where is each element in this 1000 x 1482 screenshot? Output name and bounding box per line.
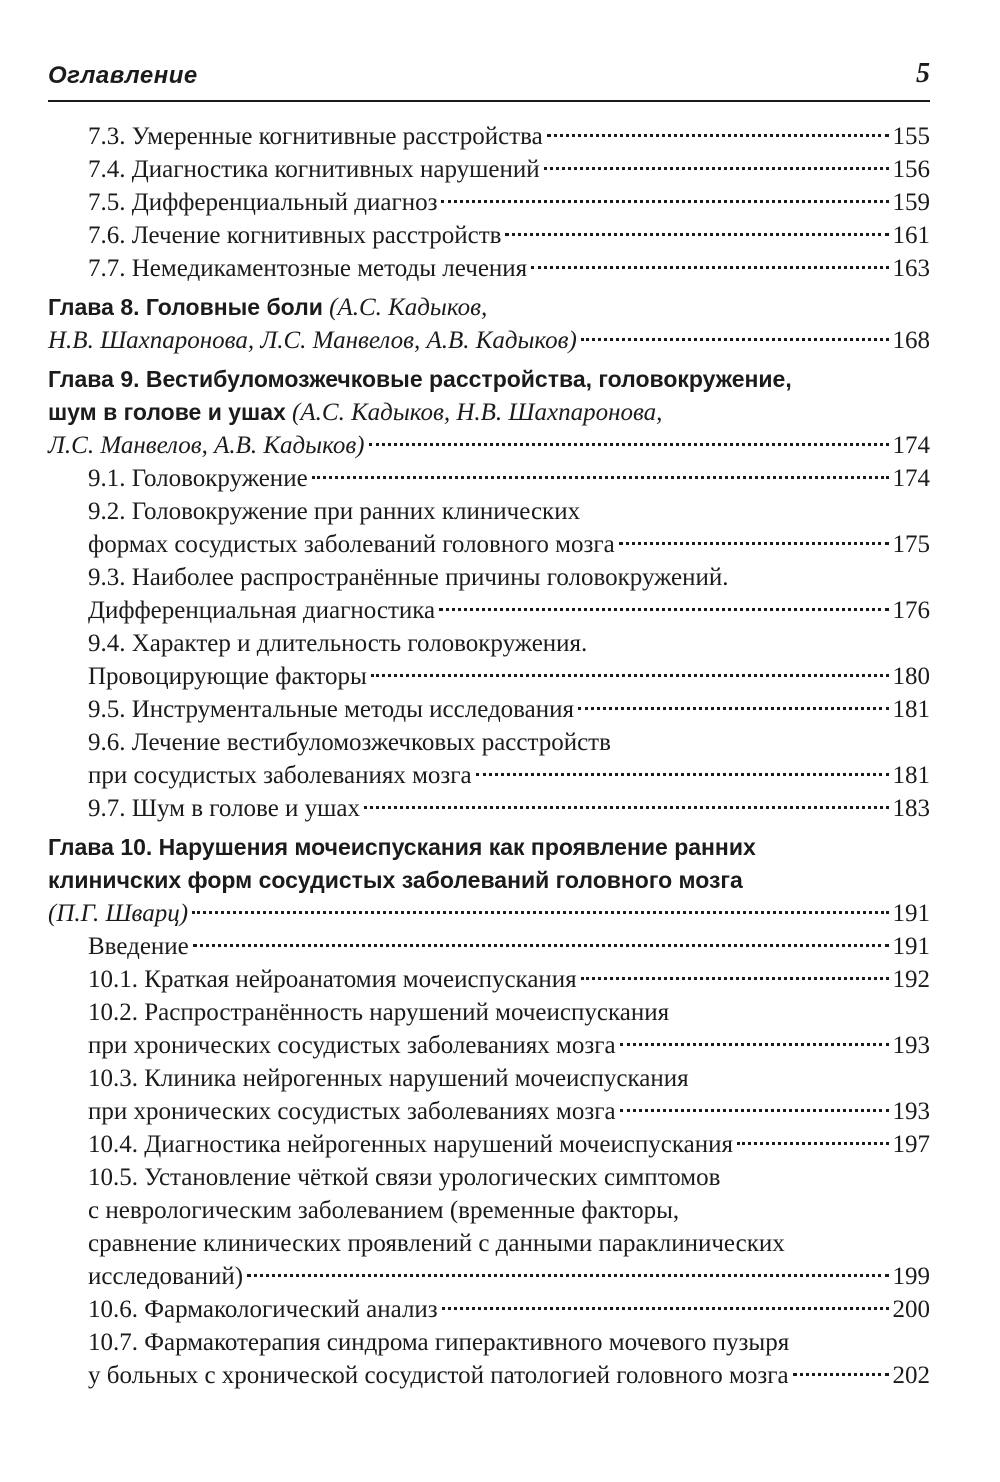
- toc-entry[interactable]: 9.1. Головокружение 174: [88, 465, 930, 492]
- toc-entry[interactable]: (П.Г. Шварц) 191: [48, 900, 930, 927]
- toc-entry[interactable]: Н.В. Шахпаронова, Л.С. Манвелов, А.В. Кадыков) 168: [48, 327, 930, 354]
- toc-entry[interactable]: 10.1. Краткая нейроанатомия мочеиспускания 192: [88, 966, 930, 993]
- toc-entry[interactable]: 9.4. Характер и длительность головокружения.: [88, 630, 588, 657]
- toc-entry[interactable]: 10.2. Распространённость нарушений мочеиспускания: [88, 999, 670, 1026]
- toc-entry-cont: при сосудистых заболеваниях мозга 181: [88, 762, 930, 789]
- page-number: 5: [916, 58, 930, 89]
- toc-entry-cont: формах сосудистых заболеваний головного мозга 175: [88, 531, 930, 558]
- toc-entry-cont: с неврологическим заболеванием (временные факторы,: [88, 1197, 680, 1224]
- toc-entry-cont: у больных с хронической сосудистой патологией головного мозга 202: [88, 1362, 930, 1389]
- chapter-heading-10-cont: клиничских форм сосудистых заболеваний головного мозга: [48, 867, 743, 893]
- toc-entry-cont: Дифференциальная диагностика 176: [88, 597, 930, 624]
- toc-entry[interactable]: 9.3. Наиболее распространённые причины головокружений.: [88, 564, 729, 591]
- running-header: [48, 56, 930, 102]
- toc-entry[interactable]: 7.3. Умеренные когнитивные расстройства 155: [88, 123, 930, 150]
- toc-entry-cont: сравнение клинических проявлений с данными параклинических: [88, 1230, 785, 1257]
- toc-entry[interactable]: 10.7. Фармакотерапия синдрома гиперактивного мочевого пузыря: [88, 1329, 790, 1356]
- toc-entry[interactable]: Введение 191: [88, 933, 930, 960]
- chapter-heading-9-cont: шум в голове и ушах (А.С. Кадыков, Н.В. Шахпаронова,: [48, 399, 663, 426]
- toc-entry[interactable]: 7.6. Лечение когнитивных расстройств 161: [88, 222, 930, 249]
- toc-entry[interactable]: 7.5. Дифференциальный диагноз 159: [88, 189, 930, 216]
- toc-entry-cont: при хронических сосудистых заболеваниях мозга 193: [88, 1098, 930, 1125]
- toc-entry[interactable]: 10.3. Клиника нейрогенных нарушений мочеиспускания: [88, 1065, 689, 1092]
- toc-entry[interactable]: 9.6. Лечение вестибуломозжечковых расстройств: [88, 729, 611, 756]
- chapter-heading-8[interactable]: Глава 8. Головные боли (А.С. Кадыков,: [48, 294, 488, 321]
- table-of-contents: [48, 120, 930, 1392]
- chapter-heading-10[interactable]: Глава 10. Нарушения мочеиспускания как проявление ранних: [48, 834, 756, 860]
- toc-entry[interactable]: 10.5. Установление чёткой связи урологических симптомов: [88, 1164, 721, 1191]
- toc-entry[interactable]: 10.6. Фармакологический анализ 200: [88, 1296, 930, 1323]
- toc-entry[interactable]: 10.4. Диагностика нейрогенных нарушений мочеиспускания 197: [88, 1131, 930, 1158]
- toc-entry[interactable]: 9.5. Инструментальные методы исследования 181: [88, 696, 930, 723]
- header-title: Оглавление: [48, 62, 198, 89]
- toc-entry[interactable]: 9.7. Шум в голове и ушах 183: [88, 795, 930, 822]
- toc-entry[interactable]: 7.7. Немедикаментозные методы лечения 163: [88, 255, 930, 282]
- toc-entry-cont: Провоцирующие факторы 180: [88, 663, 930, 690]
- toc-entry-cont: при хронических сосудистых заболеваниях мозга 193: [88, 1032, 930, 1059]
- toc-entry[interactable]: 9.2. Головокружение при ранних клинических: [88, 498, 581, 525]
- chapter-heading-9[interactable]: Глава 9. Вестибуломозжечковые расстройства, головокружение,: [48, 366, 792, 392]
- toc-entry-cont: исследований) 199: [88, 1263, 930, 1290]
- toc-entry[interactable]: Л.С. Манвелов, А.В. Кадыков) 174: [48, 432, 930, 459]
- toc-entry[interactable]: 7.4. Диагностика когнитивных нарушений 156: [88, 156, 930, 183]
